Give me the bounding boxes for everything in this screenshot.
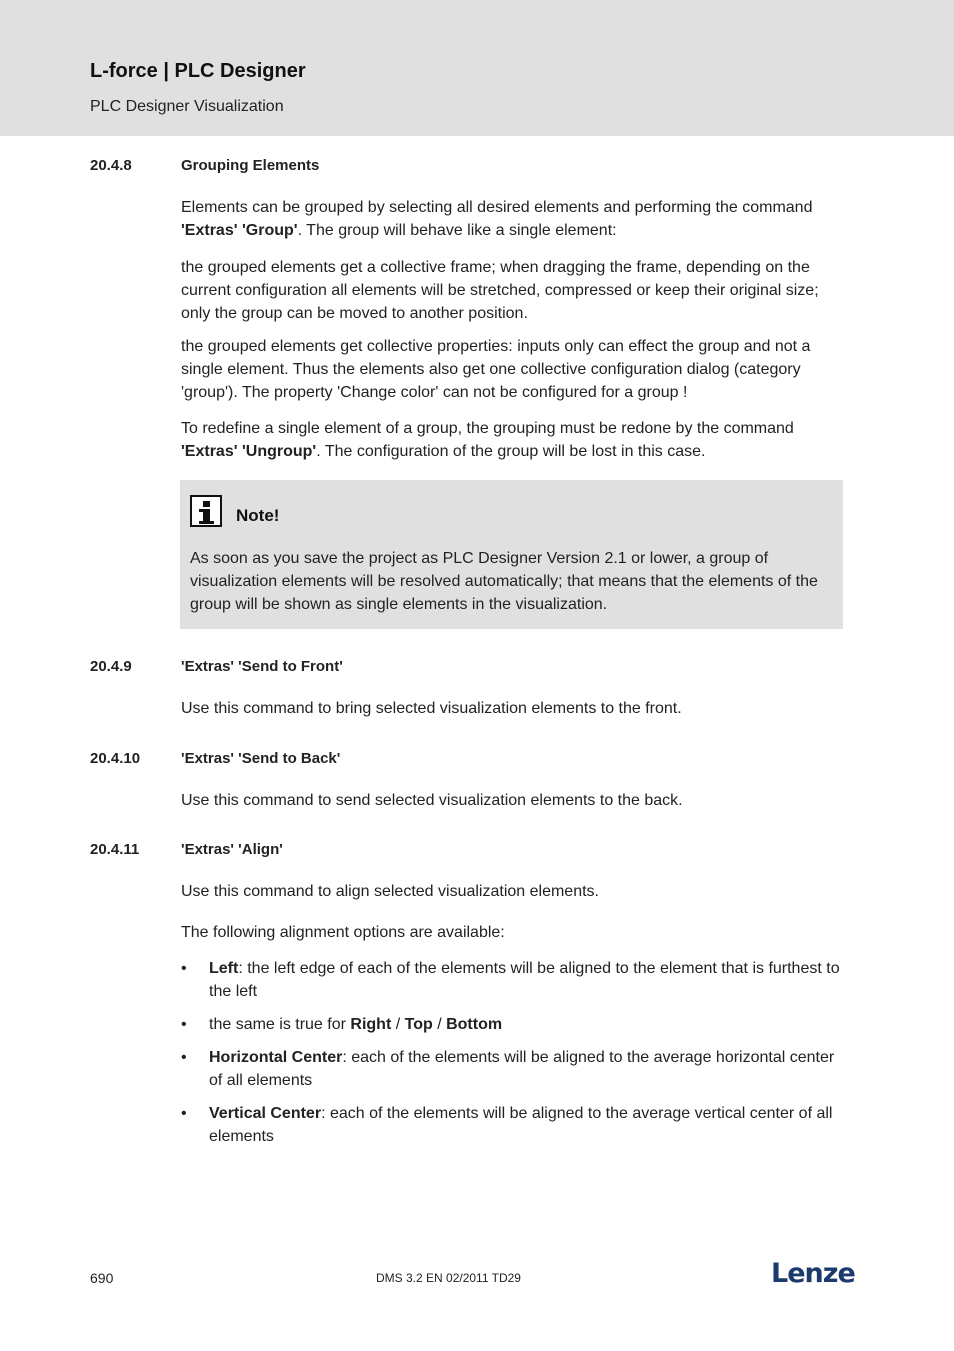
page-header [0, 0, 954, 136]
paragraph: To redefine a single element of a group, the grouping must be redone by the command 'Extras' 'Ungroup'. The configuration of the group will be lost in this case. [181, 420, 794, 460]
paragraph: Elements can be grouped by selecting all desired elements and performing the command 'Extras' 'Group'. The group will behave like a single element: [181, 199, 813, 239]
bullet-icon: • [181, 1049, 187, 1066]
section-title: 'Extras' 'Align' [181, 841, 283, 858]
section-title: Grouping Elements [181, 157, 320, 174]
paragraph: the grouped elements get collective properties: inputs only can effect the group and not a single element. Thus the elements also get one collective configuration dialog (category 'group'). The property 'Change color' can not be configured for a group ! [181, 338, 811, 401]
lenze-logo: Lenze [771, 1258, 855, 1289]
page-number: 690 [90, 1270, 114, 1286]
list-item: • Left: the left edge of each of the elements will be aligned to the element that is furthest to the left [181, 957, 841, 1003]
info-icon [190, 495, 222, 527]
section-number: 20.4.11 [90, 841, 140, 858]
section-number: 20.4.9 [90, 658, 132, 675]
section-title: 'Extras' 'Send to Front' [181, 658, 343, 675]
paragraph: Use this command to send selected visualization elements to the back. [181, 792, 683, 809]
list-item: • Vertical Center: each of the elements will be aligned to the average vertical center of all elements [181, 1102, 841, 1148]
paragraph: Use this command to align selected visualization elements. [181, 883, 599, 900]
note-box [180, 480, 843, 629]
note-title: Note! [236, 506, 280, 525]
section-title: 'Extras' 'Send to Back' [181, 750, 341, 767]
bullet-icon: • [181, 1016, 187, 1033]
bullet-icon: • [181, 1105, 187, 1122]
section-number: 20.4.8 [90, 157, 132, 174]
bullet-icon: • [181, 960, 187, 977]
alignment-options-list [181, 957, 841, 1158]
document-id: DMS 3.2 EN 02/2011 TD29 [376, 1271, 521, 1285]
chapter-title: PLC Designer Visualization [90, 98, 284, 115]
paragraph: The following alignment options are available: [181, 924, 505, 941]
list-item: • the same is true for Right / Top / Bottom [181, 1013, 841, 1036]
list-item: • Horizontal Center: each of the elements will be aligned to the average horizontal center of all elements [181, 1046, 841, 1092]
manual-title: L-force | PLC Designer [90, 60, 306, 82]
paragraph: the grouped elements get a collective frame; when dragging the frame, depending on the current configuration all elements will be stretched, compressed or keep their original size; only the group can be moved to another position. [181, 259, 819, 322]
section-number: 20.4.10 [90, 750, 141, 767]
paragraph: Use this command to bring selected visualization elements to the front. [181, 700, 682, 717]
note-text: As soon as you save the project as PLC Designer Version 2.1 or lower, a group of visualization elements will be resolved automatically; that means that the elements of the group will be shown as single elements in the visualization. [190, 550, 818, 613]
